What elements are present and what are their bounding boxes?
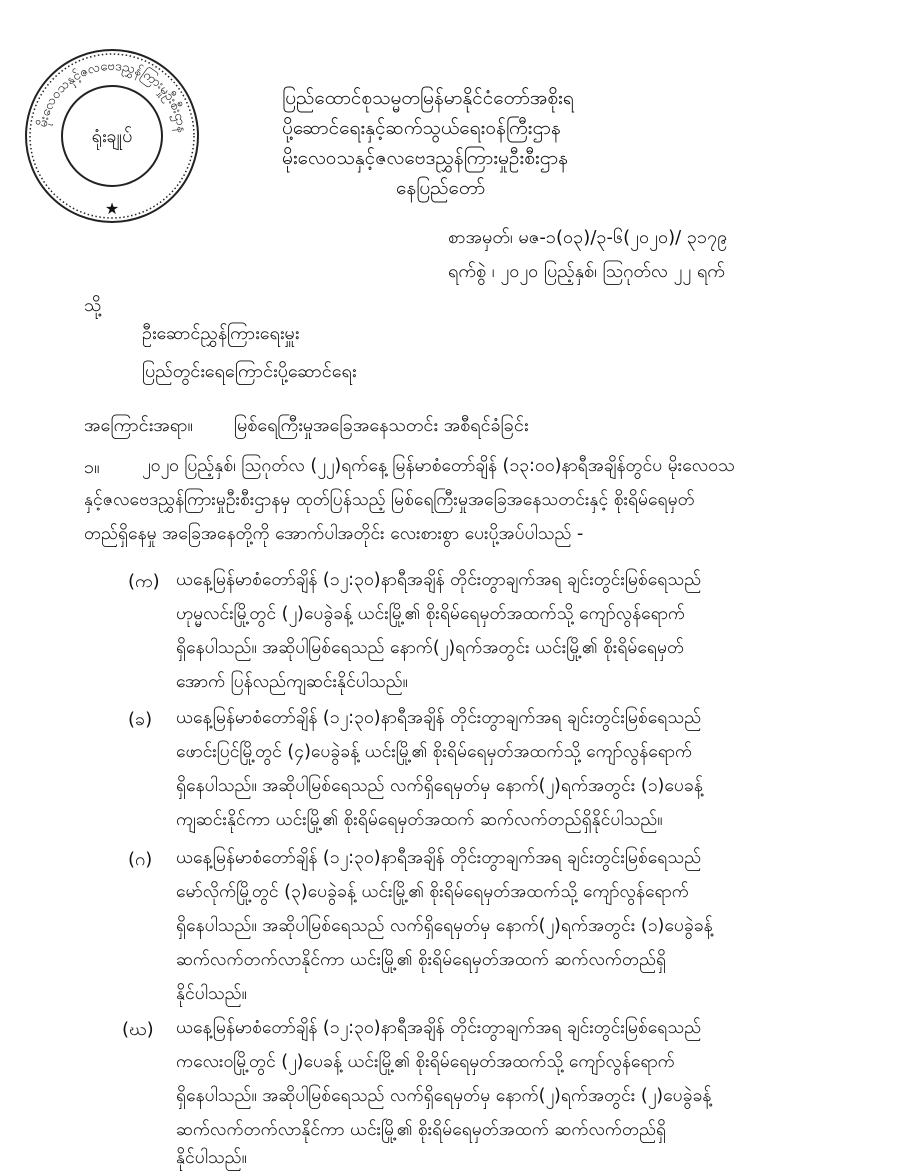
intro-line: ၂၀၂၀ ပြည့်နှစ်၊ ဩဂုတ်လ (၂၂)ရက်နေ့ မြန်မာစံတော်ချိန် (၁၃:၀၀)နာရီအချိန်တွင်ပ မိုးလေဝသ	[142, 456, 735, 476]
header-government: ပြည်ထောင်စုသမ္မတမြန်မာနိုင်ငံတော်အစိုးရ	[282, 87, 574, 109]
item-ka-line: ယနေ့မြန်မာစံတော်ချိန် (၁၂:၃၀)နာရီအချိန် တိုင်းတွာချက်အရ ချင်းတွင်းမြစ်ရေသည်	[176, 570, 702, 590]
letter-number: စာအမှတ်၊ မဇ-၁(၀၃)/၃-၆(၂၀၂၀)/ ၃၁၇၉	[448, 227, 728, 248]
subject-text: မြစ်ရေကြီးမှုအခြေအနေသတင်း အစီရင်ခံခြင်း	[234, 415, 529, 436]
item-gha-line: ယနေ့မြန်မာစံတော်ချိန် (၁၂:၃၀)နာရီအချိန် တိုင်းတွာချက်အရ ချင်းတွင်းမြစ်ရေသည်	[176, 1018, 702, 1038]
item-label-kha: (ခ)	[128, 709, 153, 730]
item-ka-line: ဟုမ္မလင်းမြို့တွင် (၂)ပေခွဲခန့် ယင်းမြို့၏ စိုးရိမ်ရေမှတ်အထက်သို့ ကျော်လွန်ရောက်	[176, 604, 686, 624]
intro-line: နှင့်ဇလဗေဒညွှန်ကြားမှုဦးစီးဌာနမှ ထုတ်ပြန်သည့် မြစ်ရေကြီးမှုအခြေအနေသတင်းနှင့် စိုးရိမ်ရေမှတ်	[84, 490, 695, 510]
seal-ring-text: မိုးလေဝသနှင့်ဇလဗေဒညွှန်ကြားမှုဦးစီးဌာန	[35, 58, 189, 134]
seal-center-text: ရုံးချုပ်	[91, 126, 133, 147]
header-ministry: ပို့ဆောင်ရေးနှင့်ဆက်သွယ်ရေးဝန်ကြီးဌာန	[282, 117, 561, 139]
seal-star-icon: ★	[104, 199, 120, 218]
intro-number: ၁။	[84, 457, 100, 478]
subject-label: အကြောင်းအရာ။	[84, 415, 193, 436]
recipient-to: သို့	[84, 295, 102, 316]
item-gha-line: ရှိနေပါသည်။ အဆိုပါမြစ်ရေသည် လက်ရှိရေမှတ်မှ နောက်(၂)ရက်အတွင်း (၂)ပေခွဲခန့်	[176, 1086, 712, 1106]
header-city: နေပြည်တော်	[396, 177, 486, 199]
item-kha-line: ကျဆင်းနိုင်ကာ ယင်းမြို့၏ စိုးရိမ်ရေမှတ်အထက် ဆက်လက်တည်ရှိနိုင်ပါသည်။	[176, 810, 663, 830]
intro-line: တည်ရှိနေမှု အခြေအနေတို့ကို အောက်ပါအတိုင်း လေးစားစွာ ပေးပို့အပ်ပါသည် -	[84, 524, 584, 544]
office-seal	[22, 46, 202, 226]
item-kha-line: ရှိနေပါသည်။ အဆိုပါမြစ်ရေသည် လက်ရှိရေမှတ်မှ နောက်(၂)ရက်အတွင်း (၁)ပေခန့်	[176, 776, 703, 796]
item-gha-line: ကလေးဝမြို့တွင် (၂)ပေခန့် ယင်းမြို့၏ စိုးရိမ်ရေမှတ်အထက်သို့ ကျော်လွန်ရောက်	[176, 1052, 675, 1072]
item-label-ga: (ဂ)	[128, 849, 153, 870]
item-label-ka: (က)	[128, 571, 160, 592]
item-ka-line: အောက် ပြန်လည်ကျဆင်းနိုင်ပါသည်။	[176, 672, 408, 692]
item-ka-line: ရှိနေပါသည်။ အဆိုပါမြစ်ရေသည် နောက်(၂)ရက်အတွင်း ယင်းမြို့၏ စိုးရိမ်ရေမှတ်	[176, 638, 684, 658]
item-ga-line: ဆက်လက်တက်လာနိုင်ကာ ယင်းမြို့၏ စိုးရိမ်ရေမှတ်အထက် ဆက်လက်တည်ရှိ	[176, 950, 667, 970]
item-label-gha: (ဃ)	[122, 1019, 154, 1040]
header-department: မိုးလေဝသနှင့်ဇလဗေဒညွှန်ကြားမှုဦးစီးဌာန	[282, 147, 568, 169]
item-ga-line: ယနေ့မြန်မာစံတော်ချိန် (၁၂:၃၀)နာရီအချိန် တိုင်းတွာချက်အရ ချင်းတွင်းမြစ်ရေသည်	[176, 848, 702, 868]
recipient-title: ဦးဆောင်ညွှန်ကြားရေးမှူး	[142, 323, 300, 344]
item-ga-line: နိုင်ပါသည်။	[176, 984, 247, 1004]
item-ga-line: မော်လိုက်မြို့တွင် (၃)ပေခွဲခန့် ယင်းမြို့၏ စိုးရိမ်ရေမှတ်အထက်သို့ ကျော်လွန်ရောက်	[176, 882, 689, 902]
item-gha-line: ဆက်လက်တက်လာနိုင်ကာ ယင်းမြို့၏ စိုးရိမ်ရေမှတ်အထက် ဆက်လက်တည်ရှိ	[176, 1120, 667, 1140]
item-gha-line: နိုင်ပါသည်။	[176, 1148, 247, 1168]
recipient-organization: ပြည်တွင်းရေကြောင်းပို့ဆောင်ရေး	[142, 361, 357, 382]
item-ga-line: ရှိနေပါသည်။ အဆိုပါမြစ်ရေသည် လက်ရှိရေမှတ်မှ နောက်(၂)ရက်အတွင်း (၁)ပေခွဲခန့်	[176, 916, 713, 936]
letter-date: ရက်စွဲ ၊ ၂၀၂၀ ပြည့်နှစ်၊ ဩဂုတ်လ ၂၂ ရက်	[448, 261, 725, 282]
item-kha-line: ယနေ့မြန်မာစံတော်ချိန် (၁၂:၃၀)နာရီအချိန် တိုင်းတွာချက်အရ ချင်းတွင်းမြစ်ရေသည်	[176, 708, 702, 728]
item-kha-line: ဖောင်းပြင်မြို့တွင် (၄)ပေခွဲခန့် ယင်းမြို့၏ စိုးရိမ်ရေမှတ်အထက်သို့ ကျော်လွန်ရောက်	[176, 742, 693, 762]
